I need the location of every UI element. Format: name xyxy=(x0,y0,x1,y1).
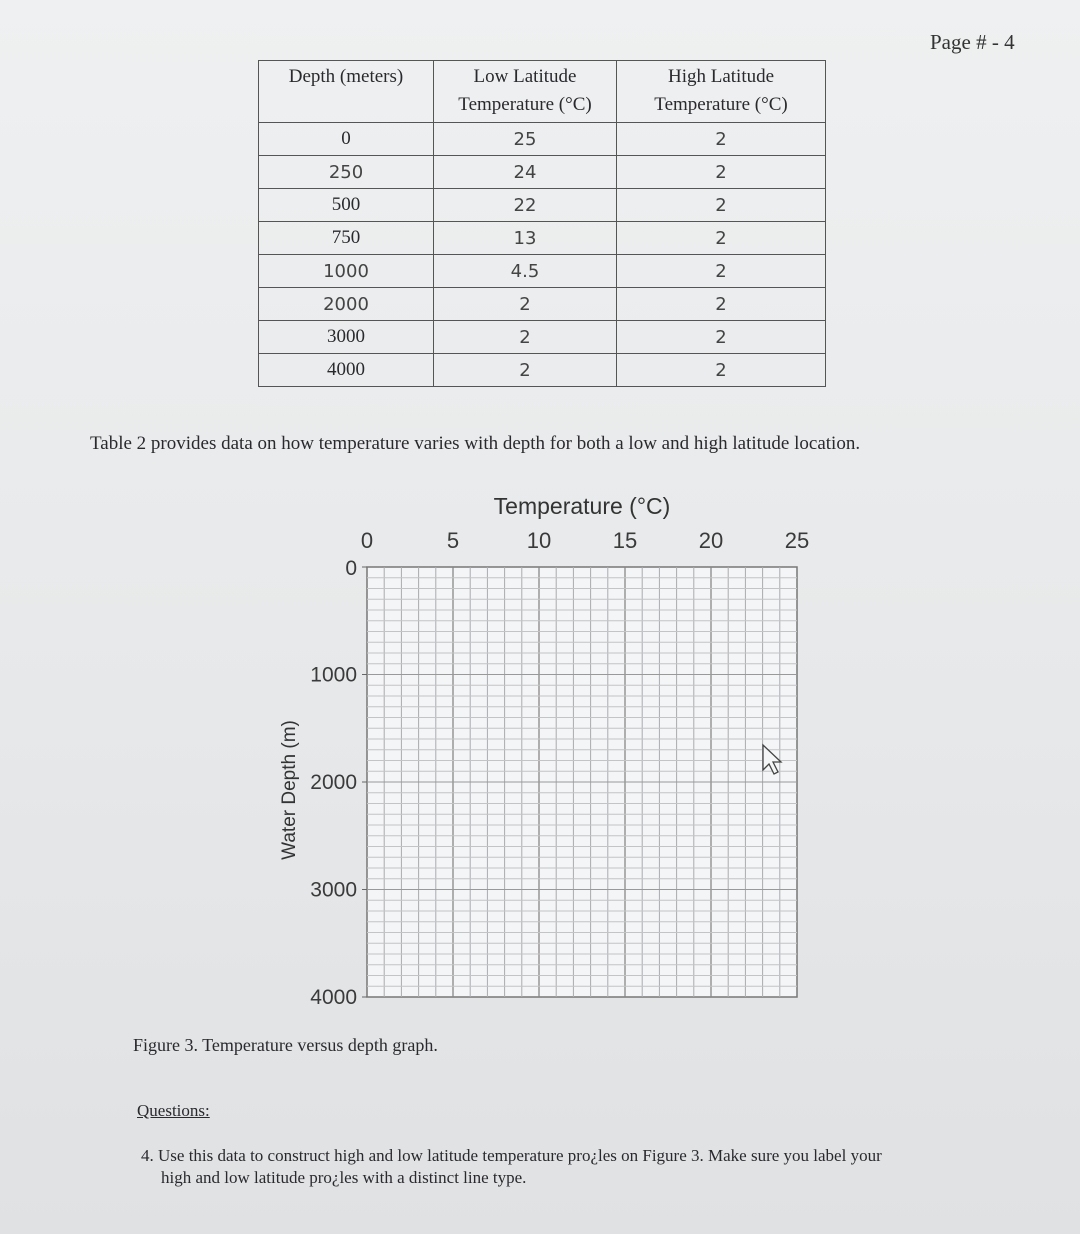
x-tick-label: 10 xyxy=(526,528,552,553)
y-tick-label: 4000 xyxy=(310,986,357,1009)
low-header-line1: Low Latitude xyxy=(473,66,577,87)
figure-caption: Figure 3. Temperature versus depth graph. xyxy=(133,1035,438,1055)
cell-low: 22 xyxy=(434,189,617,222)
cell-depth: 250 xyxy=(259,156,434,189)
page-number: Page # - 4 xyxy=(930,30,1015,54)
cell-high: 2 xyxy=(617,222,826,255)
y-tick-label: 3000 xyxy=(310,878,357,902)
cell-high: 2 xyxy=(617,255,826,288)
cell-high: 2 xyxy=(617,321,826,354)
cell-low: 25 xyxy=(434,123,617,156)
cell-depth: 3000 xyxy=(259,321,434,354)
cell-depth: 2000 xyxy=(259,288,434,321)
cell-depth: 1000 xyxy=(259,255,434,288)
y-tick-label: 1000 xyxy=(310,663,357,687)
question-4-line2: high and low latitude pro¿les with a distinct line type. xyxy=(161,1168,527,1187)
cell-depth: 4000 xyxy=(259,354,434,387)
y-axis-title: Water Depth (m) xyxy=(279,720,300,860)
cell-low: 24 xyxy=(434,156,617,189)
x-tick-label: 20 xyxy=(698,528,724,553)
y-tick-label: 0 xyxy=(345,557,357,580)
cell-low: 2 xyxy=(434,354,617,387)
depth-header: Depth (meters) xyxy=(259,61,434,123)
cell-depth: 0 xyxy=(259,123,434,156)
cell-low: 13 xyxy=(434,222,617,255)
cell-low: 2 xyxy=(434,288,617,321)
x-tick-label: 0 xyxy=(360,528,374,553)
cell-high: 2 xyxy=(617,123,826,156)
cell-low: 2 xyxy=(434,321,617,354)
x-axis-title: Temperature (°C) xyxy=(493,493,671,519)
cell-depth: 750 xyxy=(259,222,434,255)
cell-high: 2 xyxy=(617,288,826,321)
cell-high: 2 xyxy=(617,156,826,189)
high-header-line1: High Latitude xyxy=(667,66,775,87)
cell-low: 4.5 xyxy=(434,255,617,288)
high-header-line2: Temperature (°C) xyxy=(654,94,788,115)
cell-depth: 500 xyxy=(259,189,434,222)
cell-high: 2 xyxy=(617,189,826,222)
question-4-line1: 4. Use this data to construct high and low latitude temperature pro¿les on Figure 3. Make sure you label your xyxy=(141,1146,882,1165)
cell-high: 2 xyxy=(617,354,826,387)
question-4 xyxy=(141,1145,971,1189)
y-tick-label: 2000 xyxy=(310,771,357,794)
x-tick-label: 15 xyxy=(612,528,638,553)
low-header-line2: Temperature (°C) xyxy=(458,94,592,115)
table-caption: Table 2 provides data on how temperature varies with depth for both a low and high latitude location. xyxy=(90,433,861,454)
x-tick-label: 5 xyxy=(446,528,460,553)
x-tick-label: 25 xyxy=(784,528,810,553)
questions-heading: Questions: xyxy=(137,1101,210,1120)
